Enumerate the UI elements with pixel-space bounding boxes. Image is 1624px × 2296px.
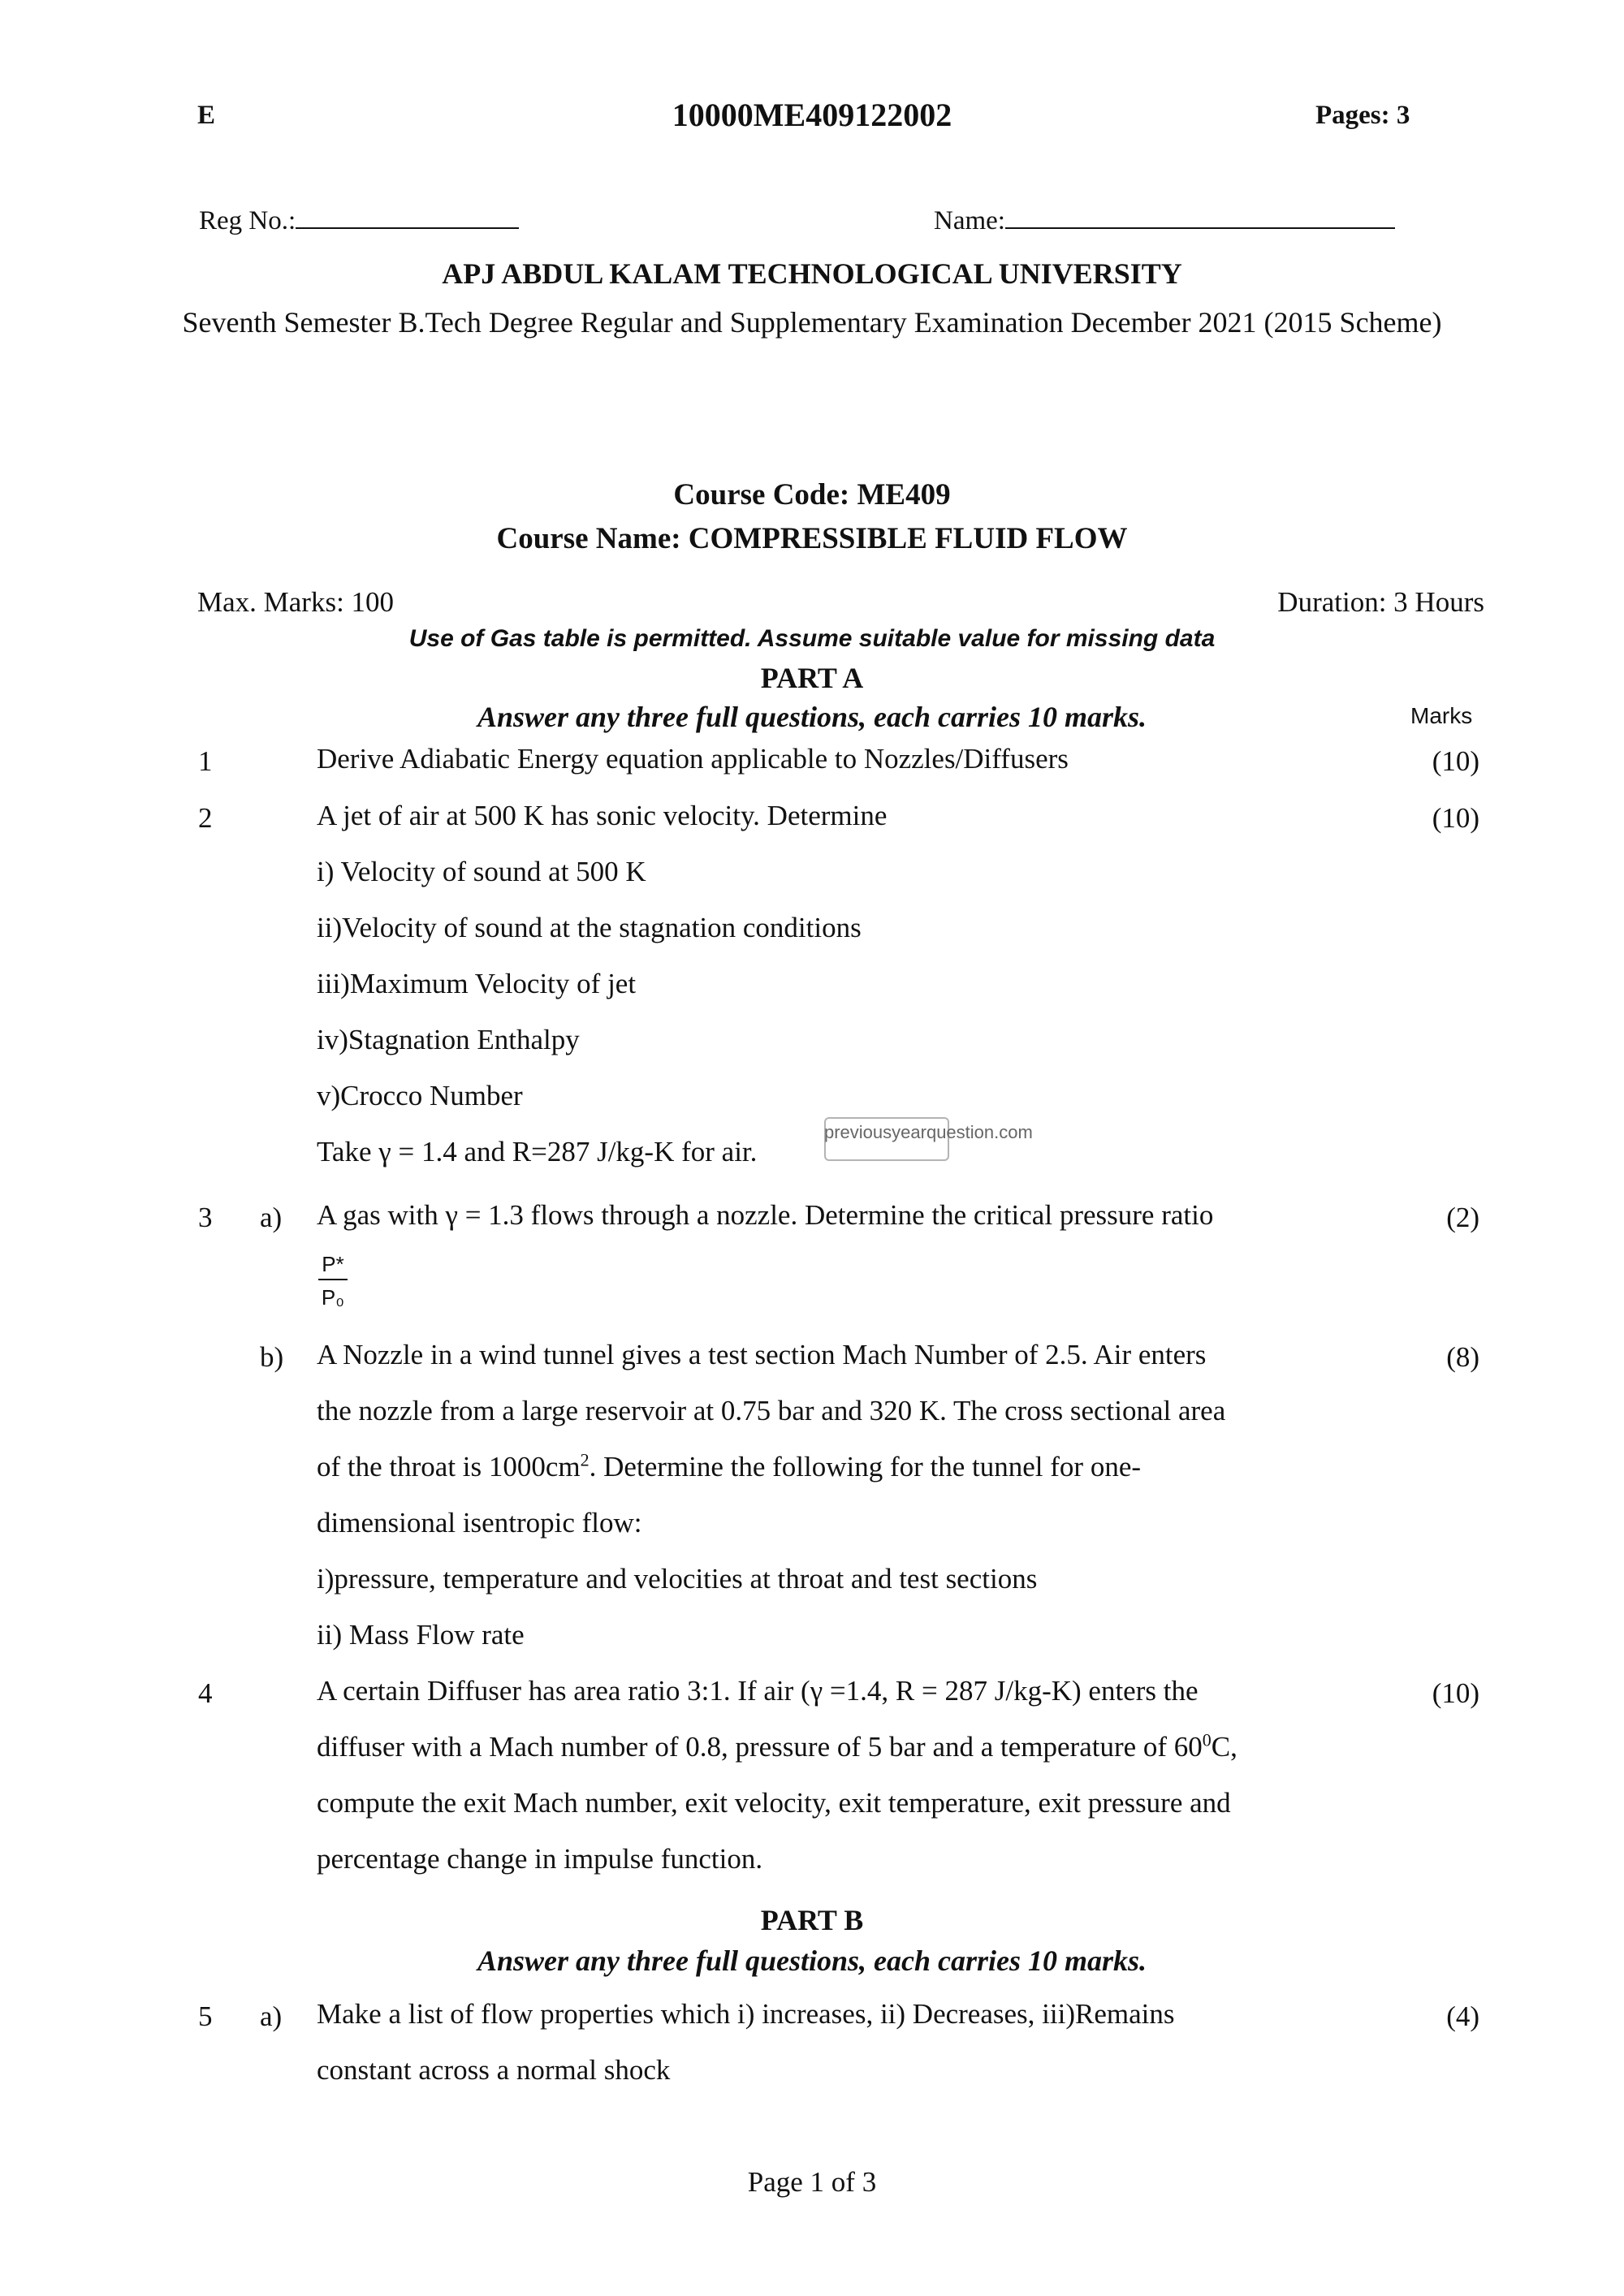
question-line: ii) Mass Flow rate: [317, 1619, 525, 1651]
question-number: 4: [198, 1677, 213, 1709]
question-marks: (8): [1446, 1341, 1479, 1373]
question-number: 2: [198, 802, 213, 834]
reg-no-field: [199, 206, 519, 236]
question-line: [317, 1719, 1389, 1775]
question-line: Take γ = 1.4 and R=287 J/kg-K for air.: [317, 1136, 758, 1167]
question-line: dimensional isentropic flow:: [317, 1507, 642, 1539]
paper-code: 10000ME409122002: [672, 97, 952, 133]
reg-no-label: Reg No.:: [199, 206, 296, 235]
instructions-note: Use of Gas table is permitted. Assume suitable value for missing data: [408, 625, 1216, 652]
page-footer: Page 1 of 3: [747, 2166, 877, 2198]
course-name: Course Name: COMPRESSIBLE FLUID FLOW: [496, 522, 1128, 555]
question-line: A Nozzle in a wind tunnel gives a test section Mach Number of 2.5. Air enters: [317, 1339, 1207, 1370]
question-text: [317, 1986, 1389, 2098]
question-line: the nozzle from a large reservoir at 0.75 bar and 320 K. The cross sectional area: [317, 1395, 1226, 1426]
question-line: Make a list of flow properties which i) increases, ii) Decreases, iii)Remains: [317, 1998, 1175, 2030]
question-line: A gas with γ = 1.3 flows through a nozzle. Determine the critical pressure ratio: [317, 1199, 1214, 1231]
part-b-instruction: Answer any three full questions, each carries 10 marks.: [477, 1944, 1147, 1977]
question-line: i) Velocity of sound at 500 K: [317, 856, 646, 887]
name-label: Name:: [934, 206, 1005, 235]
question-number: 3: [198, 1202, 213, 1233]
question-line: iii)Maximum Velocity of jet: [317, 968, 637, 999]
question-marks: (2): [1446, 1202, 1479, 1233]
subquestion-label: b): [260, 1341, 284, 1373]
question-set-letter: E: [197, 101, 216, 130]
name-field: [934, 206, 1395, 236]
part-b-title: PART B: [760, 1904, 864, 1936]
university-name: APJ ABDUL KALAM TECHNOLOGICAL UNIVERSITY: [442, 257, 1182, 290]
fraction-numerator: P*: [318, 1252, 348, 1280]
duration: Duration: 3 Hours: [1277, 586, 1484, 618]
reg-no-blank: [296, 206, 519, 229]
question-line: constant across a normal shock: [317, 2054, 671, 2086]
part-a-title: PART A: [760, 662, 864, 694]
question-text: [317, 1663, 1389, 1887]
question-marks: (10): [1432, 745, 1479, 777]
question-line: compute the exit Mach number, exit velocity, exit temperature, exit pressure and: [317, 1787, 1231, 1819]
question-line: [317, 1439, 1389, 1495]
question-marks: (4): [1446, 2000, 1479, 2032]
marks-column-header: Marks: [1410, 703, 1473, 728]
exam-title: Seventh Semester B.Tech Degree Regular and Supplementary Examination December 2021 (2015 Scheme): [182, 306, 1442, 339]
question-text: [317, 731, 1389, 787]
question-line: iv)Stagnation Enthalpy: [317, 1024, 580, 1055]
question-line: i)pressure, temperature and velocities at throat and test sections: [317, 1563, 1038, 1595]
name-blank: [1005, 206, 1395, 229]
question-line: v)Crocco Number: [317, 1080, 523, 1111]
superscript: 0: [1202, 1729, 1212, 1750]
text-part: of the throat is 1000cm: [317, 1451, 581, 1482]
question-number: 5: [198, 2000, 213, 2032]
question-marks: (10): [1432, 802, 1479, 834]
watermark-text: previousyearquestion.com: [824, 1122, 1033, 1142]
pressure-ratio-fraction: [318, 1252, 348, 1310]
page-count: Pages: 3: [1315, 101, 1410, 130]
superscript: 2: [580, 1449, 590, 1470]
fraction-denominator: P₀: [321, 1285, 345, 1310]
part-a-instruction: Answer any three full questions, each carries 10 marks.: [477, 701, 1147, 733]
question-text: [317, 1327, 1389, 1663]
text-part: . Determine the following for the tunnel for one-: [589, 1451, 1142, 1482]
max-marks: Max. Marks: 100: [197, 586, 395, 618]
question-marks: (10): [1432, 1677, 1479, 1709]
text-part: diffuser with a Mach number of 0.8, pressure of 5 bar and a temperature of 60: [317, 1731, 1203, 1763]
question-line: Derive Adiabatic Energy equation applicable to Nozzles/Diffusers: [317, 743, 1069, 775]
question-line: ii)Velocity of sound at the stagnation conditions: [317, 912, 862, 943]
subquestion-label: a): [260, 1202, 283, 1233]
subquestion-label: a): [260, 2000, 283, 2032]
question-line: A jet of air at 500 K has sonic velocity. Determine: [317, 800, 888, 831]
question-line: A certain Diffuser has area ratio 3:1. If air (γ =1.4, R = 287 J/kg-K) enters the: [317, 1675, 1199, 1707]
question-line: percentage change in impulse function.: [317, 1843, 763, 1875]
question-text: [317, 1187, 1389, 1243]
question-number: 1: [198, 745, 213, 777]
text-part: C,: [1211, 1731, 1237, 1763]
course-code: Course Code: ME409: [673, 478, 951, 511]
